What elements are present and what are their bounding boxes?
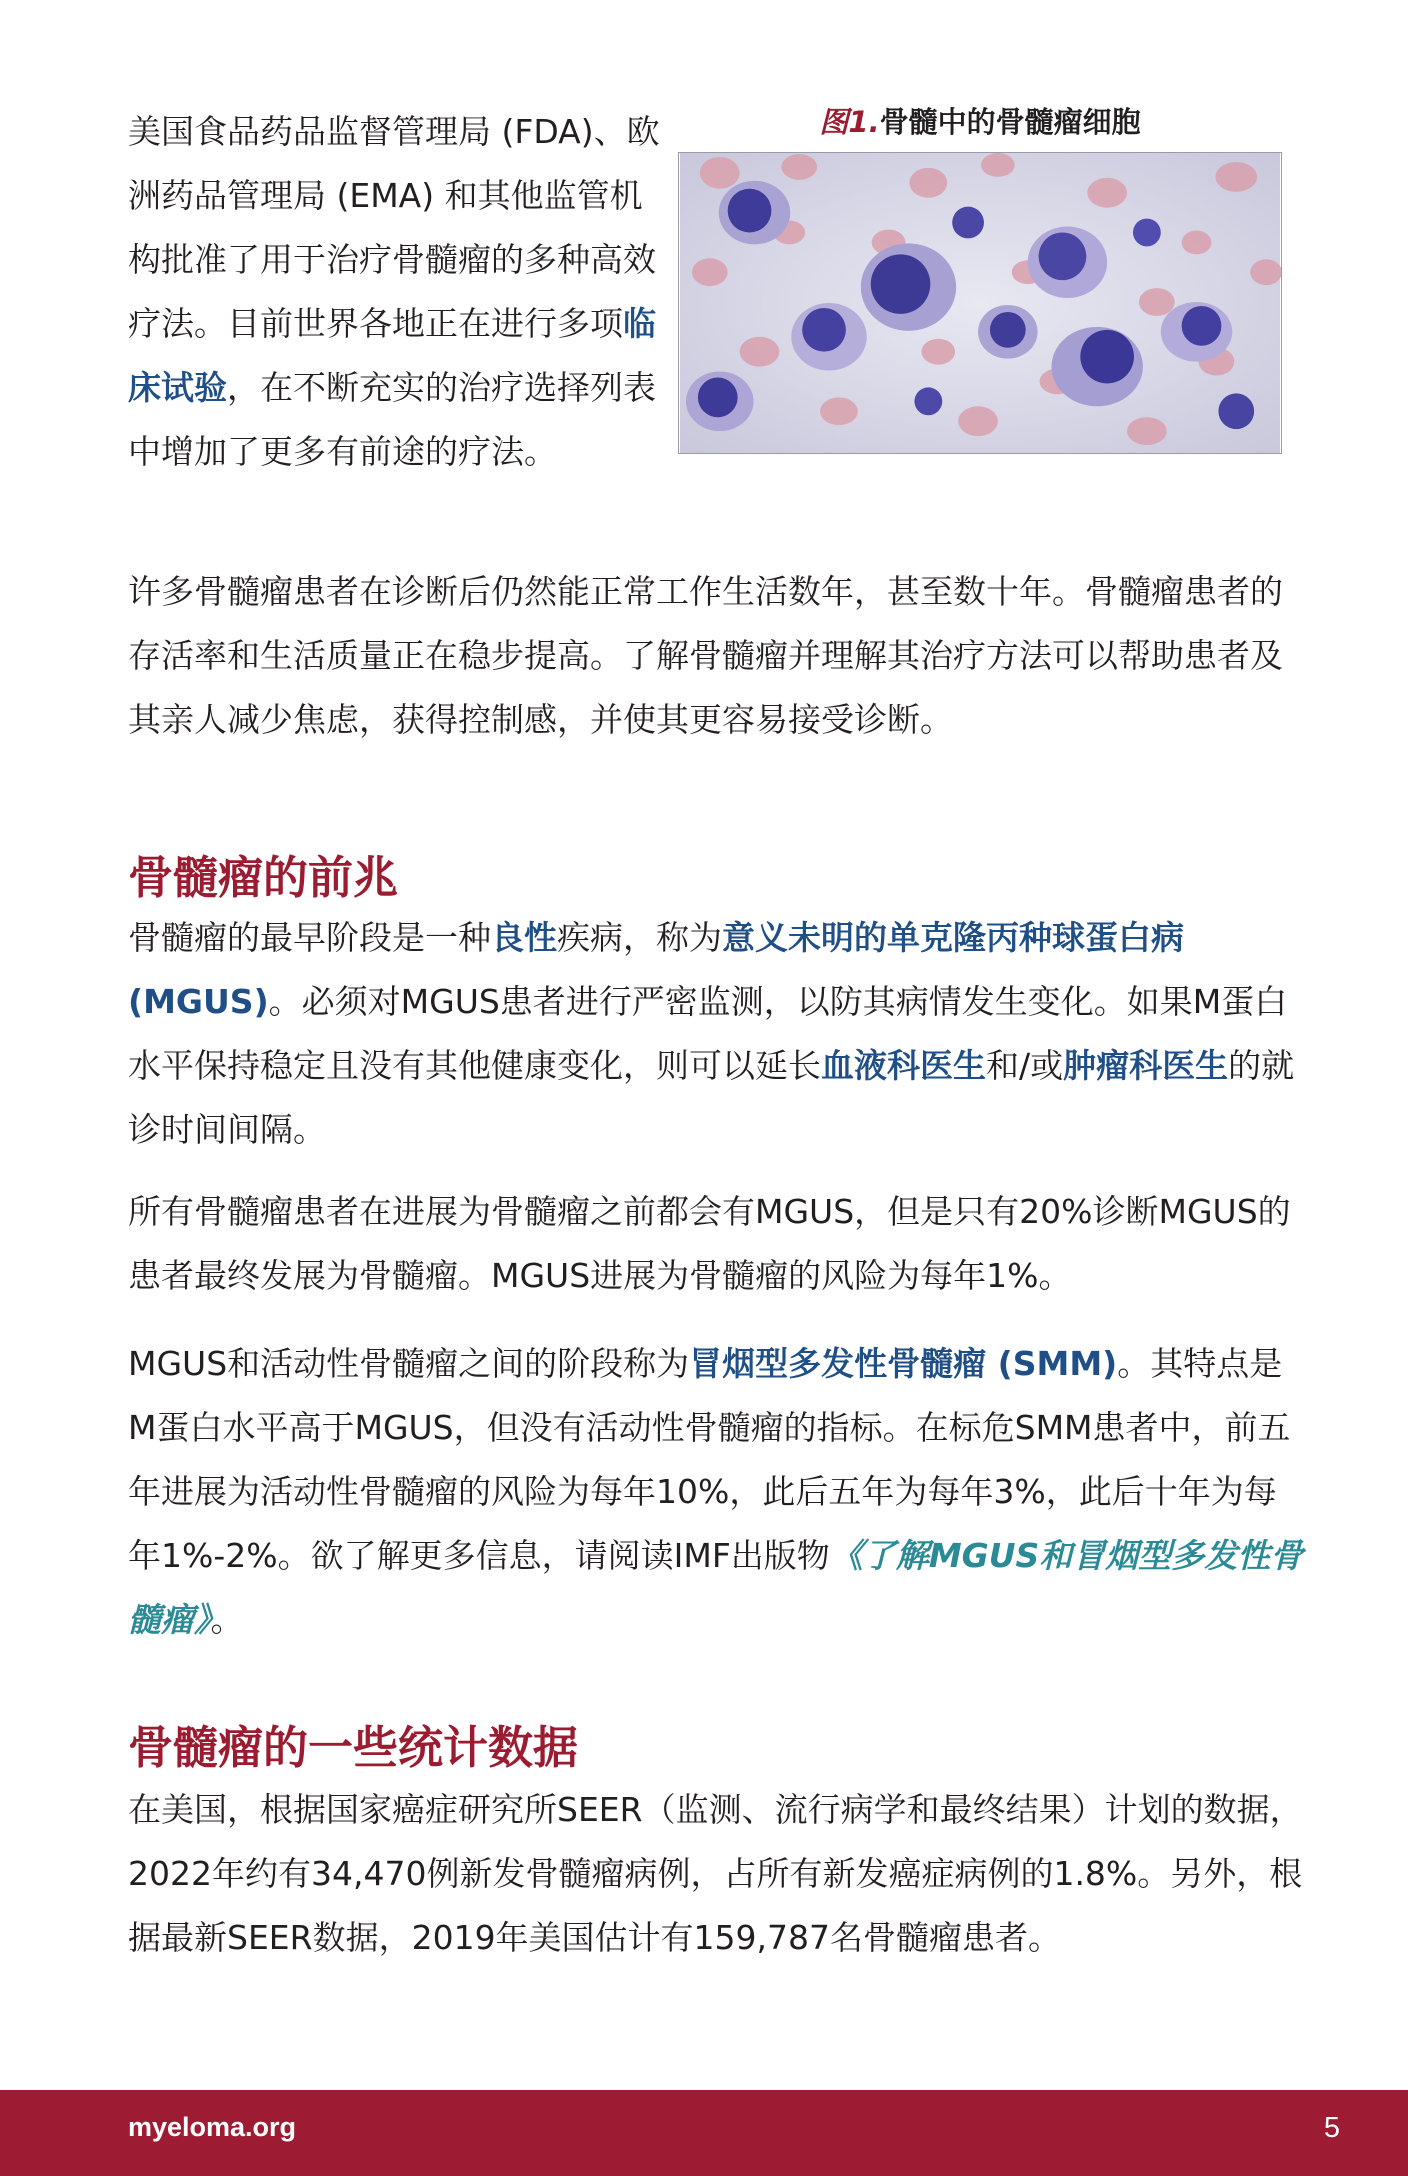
bone-marrow-micrograph: [678, 152, 1282, 454]
benign-link[interactable]: 良性: [491, 918, 557, 957]
section-heading-statistics: 骨髓瘤的一些统计数据: [128, 1721, 579, 1774]
text-span: 。: [210, 1600, 244, 1639]
footer-bar: [0, 2090, 1408, 2176]
smm-paragraph: [128, 1332, 1306, 1652]
text-span: 的就诊时间间隔。: [128, 1046, 1295, 1149]
figure-caption-text: 骨髓中的骨髓瘤细胞: [879, 105, 1141, 139]
intro-paragraph: [128, 100, 668, 484]
figure-caption: [678, 102, 1282, 142]
figure-number: 图1.: [819, 105, 880, 139]
footer-site-link[interactable]: myeloma.org: [128, 2112, 297, 2142]
text-span: 疾病，称为: [557, 918, 722, 957]
intro-text-end: ，在不断充实的治疗选择列表中增加了更多有前途的疗法。: [128, 368, 656, 471]
mgus-paragraph: [128, 906, 1306, 1162]
text-span: 和/或: [986, 1046, 1064, 1085]
page-number: 5: [1323, 2112, 1340, 2144]
figure-1: [678, 102, 1282, 454]
smm-link[interactable]: 冒烟型多发性骨髓瘤 (SMM): [689, 1344, 1118, 1383]
intro-text: 美国食品药品监督管理局 (FDA)、欧洲药品管理局 (EMA) 和其他监管机构批准了用于治疗骨髓瘤的多种高效疗法。目前世界各地正在进行多项: [128, 112, 660, 343]
hematologist-link[interactable]: 血液科医生: [821, 1046, 986, 1085]
mgus-link[interactable]: 意义未明的单克隆丙种球蛋白病 (MGUS): [128, 918, 1184, 1021]
text-span: MGUS和活动性骨髓瘤之间的阶段称为: [128, 1344, 690, 1383]
text-span: 。必须对MGUS患者进行严密监测，以防其病情发生变化。如果M蛋白水平保持稳定且没有其他健康变化，则可以延长: [128, 982, 1288, 1085]
text-span: 骨髓瘤的最早阶段是一种: [128, 918, 491, 957]
clinical-trials-link[interactable]: 临床试验: [128, 304, 656, 407]
publication-link[interactable]: 《了解MGUS和冒烟型多发性骨髓瘤》: [128, 1536, 1304, 1639]
mgus-progression-paragraph: 所有骨髓瘤患者在进展为骨髓瘤之前都会有MGUS，但是只有20%诊断MGUS的患者最终发展为骨髓瘤。MGUS进展为骨髓瘤的风险为每年1%。: [128, 1192, 1291, 1295]
section-heading-precursor: 骨髓瘤的前兆: [128, 851, 399, 904]
text-span: 。其特点是M蛋白水平高于MGUS，但没有活动性骨髓瘤的指标。在标危SMM患者中，前五年进展为活动性骨髓瘤的风险为每年10%，此后五年为每年3%，此后十年为每年1%-2%。欲了解更多信息，请阅读IMF出版物: [128, 1344, 1291, 1575]
oncologist-link[interactable]: 肿瘤科医生: [1063, 1046, 1229, 1085]
survival-paragraph: 许多骨髓瘤患者在诊断后仍然能正常工作生活数年，甚至数十年。骨髓瘤患者的存活率和生活质量正在稳步提高。了解骨髓瘤并理解其治疗方法可以帮助患者及其亲人减少焦虑，获得控制感，并使其更容易接受诊断。: [128, 572, 1283, 739]
statistics-paragraph: 在美国，根据国家癌症研究所SEER（监测、流行病学和最终结果）计划的数据，2022年约有34,470例新发骨髓瘤病例，占所有新发癌症病例的1.8%。另外，根据最新SEER数据，2019年美国估计有159,787名骨髓瘤患者。: [128, 1790, 1303, 1957]
